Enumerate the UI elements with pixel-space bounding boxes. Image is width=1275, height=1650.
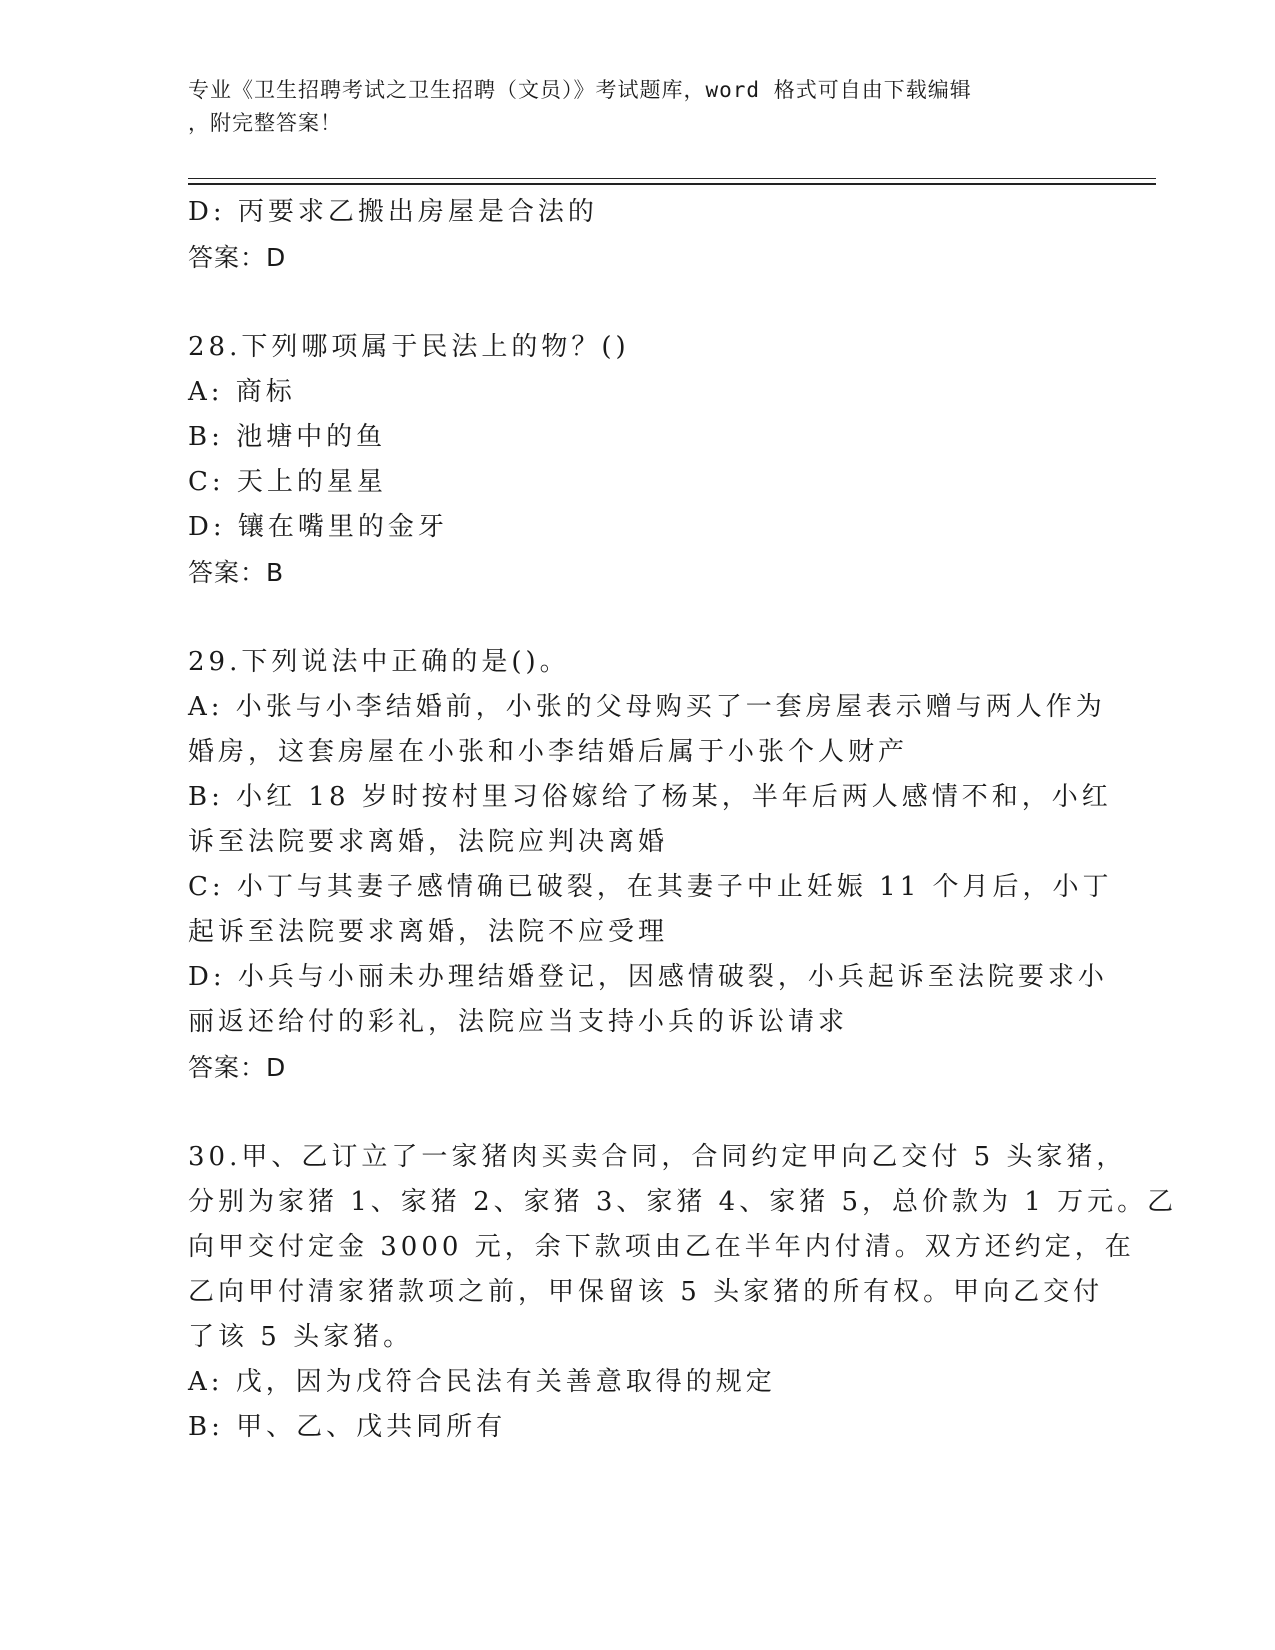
spacer	[188, 595, 1088, 640]
option-c: C: 天上的星星	[188, 467, 387, 497]
question-text-line-3: 向甲交付定金 3000 元，余下款项由乙在半年内付清。双方还约定，在	[188, 1232, 1135, 1262]
option-a: A: 戊，因为戊符合民法有关善意取得的规定	[188, 1367, 776, 1397]
question-29	[188, 640, 1113, 1090]
question-28	[188, 325, 1088, 595]
header-line-1: 专业《卫生招聘考试之卫生招聘（文员）》考试题库，word 格式可自由下载编辑	[188, 78, 972, 102]
document-header	[188, 74, 1068, 140]
question-text-line-1: 30.甲、乙订立了一家猪肉买卖合同，合同约定甲向乙交付 5 头家猪，	[188, 1142, 1127, 1172]
question-27-tail	[188, 190, 1088, 280]
option-b: B: 池塘中的鱼	[188, 422, 387, 452]
header-line-2: ，附完整答案！	[188, 111, 342, 135]
question-text-line-4: 乙向甲付清家猪款项之前，甲保留该 5 头家猪的所有权。甲向乙交付	[188, 1277, 1104, 1307]
option-a-line-1: A: 小张与小李结婚前，小张的父母购买了一套房屋表示赠与两人作为	[188, 692, 1106, 722]
option-a: A: 商标	[188, 377, 296, 407]
option-d-line-1: D: 小兵与小丽未办理结婚登记，因感情破裂，小兵起诉至法院要求小	[188, 962, 1108, 992]
answer-label: 答案：D	[188, 243, 287, 272]
question-30	[188, 1135, 1178, 1450]
option-c-line-1: C: 小丁与其妻子感情确已破裂，在其妻子中止妊娠 11 个月后，小丁	[188, 872, 1113, 902]
answer-label: 答案：D	[188, 1053, 287, 1082]
question-text-line-5: 了该 5 头家猪。	[188, 1322, 414, 1352]
spacer	[188, 1090, 1088, 1135]
option-b-line-2: 诉至法院要求离婚，法院应判决离婚	[188, 827, 669, 857]
question-text: 28.下列哪项属于民法上的物？()	[188, 332, 630, 362]
option-a-line-2: 婚房，这套房屋在小张和小李结婚后属于小张个人财产	[188, 737, 909, 767]
option-d: D: 丙要求乙搬出房屋是合法的	[188, 197, 598, 227]
option-b-line-1: B: 小红 18 岁时按村里习俗嫁给了杨某，半年后两人感情不和，小红	[188, 782, 1112, 812]
header-rule-thin	[188, 178, 1156, 179]
option-c-line-2: 起诉至法院要求离婚，法院不应受理	[188, 917, 669, 947]
option-d: D: 镶在嘴里的金牙	[188, 512, 448, 542]
option-d-line-2: 丽返还给付的彩礼，法院应当支持小兵的诉讼请求	[188, 1007, 849, 1037]
answer-label: 答案：B	[188, 558, 285, 587]
spacer	[188, 280, 1088, 325]
header-rule-thick	[188, 183, 1156, 185]
question-text: 29.下列说法中正确的是()。	[188, 647, 570, 677]
option-b: B: 甲、乙、戊共同所有	[188, 1412, 507, 1442]
document-body	[188, 190, 1178, 1450]
question-text-line-2: 分别为家猪 1、家猪 2、家猪 3、家猪 4、家猪 5，总价款为 1 万元。乙	[188, 1187, 1178, 1217]
